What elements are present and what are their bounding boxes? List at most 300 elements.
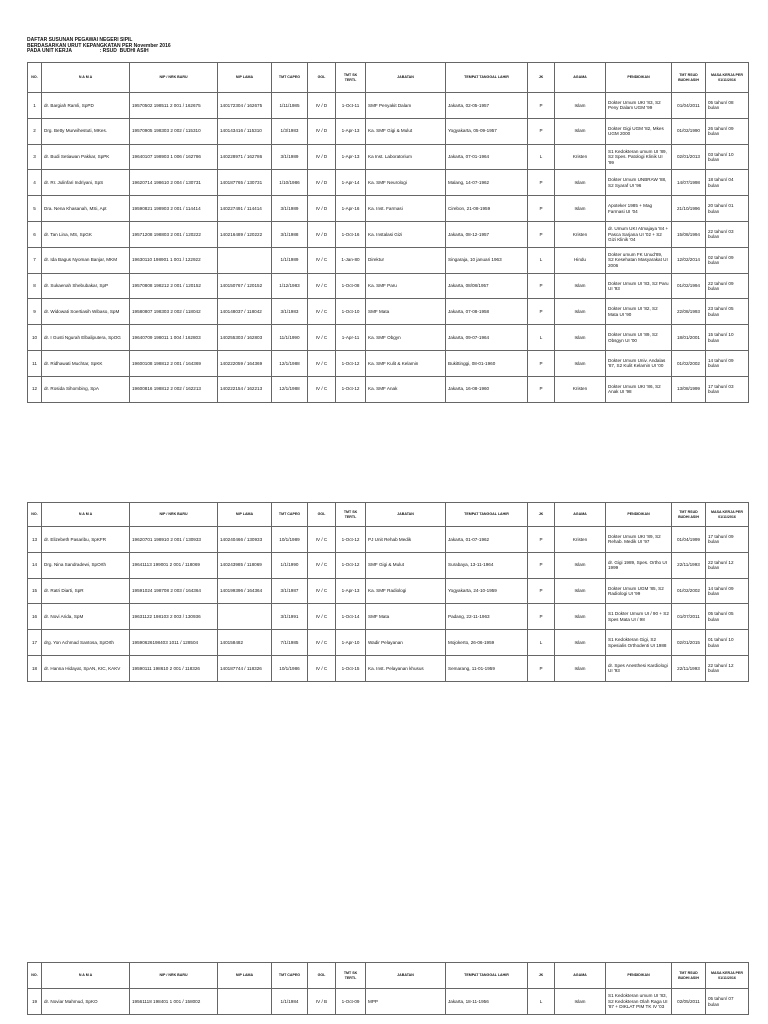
col-tmt-rsud-header: TMT RSUD BUDHI ASIH — [672, 63, 706, 93]
col-tmt-capeg-cell: 1/12/1983 — [272, 273, 308, 299]
table-row — [28, 376, 749, 402]
col-gol-cell: IV / C — [308, 299, 336, 325]
col-nip-baru-cell: 19561118 198401 1 001 / 158002 — [130, 989, 218, 1015]
col-no-cell: 4 — [28, 170, 42, 196]
col-tmt-capeg-header: TMT CAPEG — [272, 963, 308, 989]
col-name-cell: dr. Widowati Soertiasih Wibaso, SpM — [42, 299, 130, 325]
col-jabatan-cell: Ka. SMF Anak — [366, 376, 446, 402]
table-row — [28, 118, 749, 144]
col-ttl-cell: Jakarta, 08-12-1957 — [446, 221, 528, 247]
col-nip-baru-cell: 19570502 198511 2 001 / 162675 — [130, 93, 218, 119]
col-gol-cell: IV / B — [308, 989, 336, 1015]
col-no-cell: 7 — [28, 247, 42, 273]
col-nip-lama-cell: 140199396 / 164364 — [218, 578, 272, 604]
col-gol-header: GOL — [308, 503, 336, 527]
col-tmt-capeg-header: TMT CAPEG — [272, 503, 308, 527]
col-tmt-rsud-cell: 15/08/1994 — [672, 221, 706, 247]
table-header-row — [28, 963, 749, 989]
col-masa-kerja-cell: 02 tahun/ 09 bulan — [706, 247, 749, 273]
col-agama-cell: Islam — [555, 630, 606, 656]
col-jk-cell: P — [528, 170, 555, 196]
col-nip-lama-cell: 140227491 / 114414 — [218, 196, 272, 222]
col-ttl-header: TEMPAT TANGGAL LAHIR — [446, 63, 528, 93]
col-jabatan-cell: SMF Penyakit Dalam — [366, 93, 446, 119]
col-tmt-capeg-cell: 1/3/1983 — [272, 118, 308, 144]
col-tmt-rsud-cell: 02/05/2011 — [672, 989, 706, 1015]
col-tmt-sk-cell: 1-Oct-08 — [336, 273, 366, 299]
col-ttl-cell: Cirebon, 21-08-1959 — [446, 196, 528, 222]
col-name-cell: dr. Ratri Diarti, SpR — [42, 578, 130, 604]
col-gol-cell: IV / C — [308, 527, 336, 553]
document-header — [27, 38, 171, 55]
col-gol-cell: IV / C — [308, 376, 336, 402]
col-pendidikan-cell: dr. Gigi 1989, Spes. Ortho UI 1999 — [606, 552, 672, 578]
table-body — [28, 527, 749, 682]
col-nip-baru-cell: 19600108 198812 2 001 / 164369 — [130, 350, 218, 376]
col-agama-cell: Kristen — [555, 527, 606, 553]
col-tmt-capeg-cell: 3/1/1991 — [272, 604, 308, 630]
col-ttl-cell: Surabaya, 13-11-1964 — [446, 552, 528, 578]
col-tmt-sk-cell: 1-Oct-12 — [336, 376, 366, 402]
col-gol-cell: IV / C — [308, 552, 336, 578]
table-row — [28, 350, 749, 376]
col-masa-kerja-cell: 17 tahun/ 03 bulan — [706, 376, 749, 402]
col-masa-kerja-cell: 05 tahun/ 05 bulan — [706, 604, 749, 630]
col-no-cell: 19 — [28, 989, 42, 1015]
col-masa-kerja-cell: 23 tahun/ 05 bulan — [706, 299, 749, 325]
col-no-cell: 14 — [28, 552, 42, 578]
col-jabatan-cell: SMF Mata — [366, 299, 446, 325]
col-agama-cell: Islam — [555, 196, 606, 222]
col-gol-cell: IV / D — [308, 221, 336, 247]
col-ttl-cell: Bukittinggi, 08-01-1960 — [446, 350, 528, 376]
employee-table-1 — [27, 62, 749, 403]
col-masa-kerja-cell: 03 tahun/ 10 bulan — [706, 144, 749, 170]
col-gol-cell: IV / C — [308, 578, 336, 604]
col-jabatan-cell: SMF Gigi & Mulut — [366, 552, 446, 578]
col-no-cell: 17 — [28, 630, 42, 656]
col-no-cell: 1 — [28, 93, 42, 119]
table-row — [28, 989, 749, 1015]
col-masa-kerja-cell: 22 tahun/ 09 bulan — [706, 273, 749, 299]
col-nip-lama-header: NIP LAMA — [218, 963, 272, 989]
col-no-cell: 10 — [28, 325, 42, 351]
table-row — [28, 93, 749, 119]
col-name-cell: dr. Elizebeth Pasaribu, SpKFR — [42, 527, 130, 553]
col-nip-baru-cell: 19630110 198901 1 001 / 122922 — [130, 247, 218, 273]
col-name-cell: dr. I Gusti Ngurah Elbaliputera, SpOG — [42, 325, 130, 351]
col-jabatan-cell: Ka. SMF Radiologi — [366, 578, 446, 604]
col-pendidikan-cell: S1 Kedokteran umum UI '83, S2 Kedokteran Olah Raga UI '87 + DIKLAT PIM TK IV '03 — [606, 989, 672, 1015]
col-gol-header: GOL — [308, 963, 336, 989]
col-agama-cell: Islam — [555, 325, 606, 351]
col-jabatan-header: JABATAN — [366, 63, 446, 93]
col-agama-cell: Islam — [555, 604, 606, 630]
col-masa-kerja-cell: 22 tahun/ 03 bulan — [706, 221, 749, 247]
col-tmt-sk-cell: 1-Oct-10 — [336, 299, 366, 325]
table-row — [28, 196, 749, 222]
col-tmt-capeg-cell: 12/1/1988 — [272, 350, 308, 376]
col-tmt-sk-cell: 1-Oct-09 — [336, 989, 366, 1015]
col-no-cell: 15 — [28, 578, 42, 604]
col-tmt-sk-header: TMT SK TERTL — [336, 963, 366, 989]
col-jk-cell: P — [528, 196, 555, 222]
col-nip-baru-cell: 19640709 198011 1 004 / 162803 — [130, 325, 218, 351]
col-tmt-capeg-cell: 1/1/1990 — [272, 552, 308, 578]
col-masa-kerja-header: MASA KERJA PER 01/11/2016 — [706, 63, 749, 93]
col-tmt-capeg-cell: 3/1/1983 — [272, 299, 308, 325]
col-agama-cell: Islam — [555, 989, 606, 1015]
col-nip-baru-cell: 19641113 199001 2 001 / 118069 — [130, 552, 218, 578]
col-agama-cell: Islam — [555, 93, 606, 119]
col-tmt-capeg-cell: 3/1/1987 — [272, 578, 308, 604]
table-row — [28, 527, 749, 553]
col-ttl-cell: Jakarta, 09-07-1964 — [446, 325, 528, 351]
col-nip-baru-header: NIP / NRK BARU — [130, 63, 218, 93]
col-pendidikan-cell: Apoteker 1985 + Mag Farmasi UI '04 — [606, 196, 672, 222]
col-jabatan-cell: Wadir Pelayanan — [366, 630, 446, 656]
col-jk-cell: P — [528, 655, 555, 681]
col-jabatan-cell: Ka. SMF Paru — [366, 273, 446, 299]
col-tmt-sk-cell: 1-Apr-14 — [336, 170, 366, 196]
col-gol-cell: IV / C — [308, 350, 336, 376]
col-nip-lama-cell: 140222059 / 164369 — [218, 350, 272, 376]
table-header-row — [28, 503, 749, 527]
col-nip-lama-cell: 140158482 — [218, 630, 272, 656]
col-nip-lama-cell: 140243985 / 118069 — [218, 552, 272, 578]
col-masa-kerja-cell: 05 tahun/ 07 bulan — [706, 989, 749, 1015]
col-tmt-capeg-cell: 1/10/1986 — [272, 170, 308, 196]
col-tmt-capeg-cell: 3/1/1989 — [272, 144, 308, 170]
col-no-cell: 3 — [28, 144, 42, 170]
col-masa-kerja-header: MASA KERJA PER 01/11/2016 — [706, 963, 749, 989]
col-nip-baru-cell: 19570905 198303 2 002 / 115310 — [130, 118, 218, 144]
col-nip-baru-cell: 19590821 198903 2 001 / 114414 — [130, 196, 218, 222]
col-tmt-capeg-cell: 3/1/1988 — [272, 221, 308, 247]
col-jabatan-header: JABATAN — [366, 503, 446, 527]
col-gol-cell: IV / C — [308, 247, 336, 273]
col-name-cell: dr. Tan Lina, MS, SpGK — [42, 221, 130, 247]
col-jk-cell: P — [528, 221, 555, 247]
col-nip-lama-header: NIP LAMA — [218, 503, 272, 527]
col-agama-cell: Islam — [555, 170, 606, 196]
col-jabatan-cell: Ka. Inst. Farmasi — [366, 196, 446, 222]
col-nip-baru-cell: 19590111 198610 2 001 / 118326 — [130, 655, 218, 681]
col-name-header: N A M A — [42, 503, 130, 527]
col-masa-kerja-cell: 05 tahun/ 08 bulan — [706, 93, 749, 119]
col-tmt-capeg-cell: 12/1/1988 — [272, 376, 308, 402]
col-tmt-capeg-cell: 7/1/1985 — [272, 630, 308, 656]
col-tmt-rsud-cell: 01/02/1994 — [672, 273, 706, 299]
col-pendidikan-cell: Dokter Umum UI '83, S2 Paru UI '93 — [606, 273, 672, 299]
col-tmt-rsud-cell: 01/07/2011 — [672, 604, 706, 630]
col-name-cell: dr. Rosida Sihombing, SpA — [42, 376, 130, 402]
table-row — [28, 325, 749, 351]
col-agama-cell: Hindu — [555, 247, 606, 273]
col-masa-kerja-cell: 01 tahun/ 10 bulan — [706, 630, 749, 656]
col-nip-lama-cell: 140222154 / 162213 — [218, 376, 272, 402]
col-ttl-cell: Singaraja, 10 januari 1963 — [446, 247, 528, 273]
col-gol-header: GOL — [308, 63, 336, 93]
col-ttl-cell: Mojokerto, 26-06-1959 — [446, 630, 528, 656]
col-tmt-rsud-cell: 01/02/2002 — [672, 350, 706, 376]
col-name-header: N A M A — [42, 63, 130, 93]
col-gol-cell: IV / C — [308, 325, 336, 351]
col-masa-kerja-cell: 15 tahun/ 10 bulan — [706, 325, 749, 351]
employee-table-2 — [27, 502, 749, 682]
col-jabatan-header: JABATAN — [366, 963, 446, 989]
col-jabatan-cell: Ka. Instalasi Gizi — [366, 221, 446, 247]
col-tmt-rsud-cell: 13/08/1999 — [672, 376, 706, 402]
col-nip-baru-cell: 19640107 198903 1 006 / 162786 — [130, 144, 218, 170]
col-nip-lama-cell: 140255303 / 162803 — [218, 325, 272, 351]
col-masa-kerja-cell: 18 tahun/ 04 bulan — [706, 170, 749, 196]
table-row — [28, 552, 749, 578]
col-jabatan-cell: MPP — [366, 989, 446, 1015]
col-jk-cell: P — [528, 350, 555, 376]
table-row — [28, 630, 749, 656]
col-pendidikan-cell: dr. Umum UKI Atmajaya '84 + Pasca Sarjana UI '02 + S2 Gizi Klinik '04 — [606, 221, 672, 247]
table-row — [28, 221, 749, 247]
col-nip-lama-cell: 140216489 / 120222 — [218, 221, 272, 247]
col-jabatan-cell: Ka. SMF Neurologi — [366, 170, 446, 196]
col-agama-cell: Islam — [555, 350, 606, 376]
col-gol-cell: IV / D — [308, 118, 336, 144]
col-no-header: NO. — [28, 503, 42, 527]
col-pendidikan-cell: Dokter Umum UGM '85, S2 Radiologi UI '99 — [606, 578, 672, 604]
col-ttl-cell: Jakarta, 07-08-1958 — [446, 299, 528, 325]
col-nip-baru-cell: 19591024 198708 2 003 / 164364 — [130, 578, 218, 604]
col-pendidikan-cell: S1 Kedokteran umum UI '89, S2 Spes. Patologi Klinik UI '99 — [606, 144, 672, 170]
col-tmt-rsud-cell: 18/01/2001 — [672, 325, 706, 351]
col-nip-baru-cell: 19580807 198303 2 002 / 118042 — [130, 299, 218, 325]
table-row — [28, 299, 749, 325]
col-masa-kerja-cell: 26 tahun/ 09 bulan — [706, 118, 749, 144]
header-title: DAFTAR SUSUNAN PEGAWAI NEGERI SIPIL — [27, 37, 133, 43]
col-tmt-sk-cell: 1-Apr-13 — [336, 144, 366, 170]
col-jabatan-cell: Ka. Inst. Pelayanan khusus — [366, 655, 446, 681]
col-tmt-sk-cell: 1-Apr-13 — [336, 578, 366, 604]
col-name-cell: Drg. Nina Sandradewi, SpOrth — [42, 552, 130, 578]
col-tmt-rsud-cell: 21/10/1996 — [672, 196, 706, 222]
col-tmt-rsud-cell: 22/08/1993 — [672, 299, 706, 325]
col-tmt-capeg-header: TMT CAPEG — [272, 63, 308, 93]
col-tmt-rsud-cell: 01/02/1990 — [672, 118, 706, 144]
col-tmt-rsud-cell: 12/02/2014 — [672, 247, 706, 273]
col-tmt-rsud-cell: 01/02/2002 — [672, 578, 706, 604]
col-tmt-sk-header: TMT SK TERTL — [336, 63, 366, 93]
col-jabatan-cell: Ka Inst. Laboratorium — [366, 144, 446, 170]
col-nip-lama-cell — [218, 604, 272, 630]
col-agama-cell: Islam — [555, 552, 606, 578]
col-ttl-cell: Malang, 14-07-1962 — [446, 170, 528, 196]
employee-table-3 — [27, 962, 749, 1015]
col-jk-header: JK — [528, 63, 555, 93]
col-tmt-sk-cell: 1-Apr-11 — [336, 325, 366, 351]
col-masa-kerja-cell: 17 tahun/ 09 bulan — [706, 527, 749, 553]
col-tmt-sk-cell: 1-Oct-12 — [336, 350, 366, 376]
col-nip-lama-cell: 140143416 / 115310 — [218, 118, 272, 144]
col-name-cell: dr. Budi Setiawan Pakkar, SpPK — [42, 144, 130, 170]
col-ttl-header: TEMPAT TANGGAL LAHIR — [446, 963, 528, 989]
col-no-cell: 16 — [28, 604, 42, 630]
col-nip-lama-cell: 140148037 / 118042 — [218, 299, 272, 325]
col-ttl-cell: Jakarta, 18-11-1956 — [446, 989, 528, 1015]
col-nip-lama-cell: 140172304 / 162675 — [218, 93, 272, 119]
col-agama-cell: Kristen — [555, 144, 606, 170]
col-nip-lama-cell — [218, 989, 272, 1015]
col-tmt-sk-cell: 1-Oct-15 — [336, 655, 366, 681]
col-jk-cell: L — [528, 247, 555, 273]
col-tmt-rsud-cell: 22/11/1993 — [672, 552, 706, 578]
col-name-cell: dr. Sukaenah Shebubakar, SpP — [42, 273, 130, 299]
col-gol-cell: IV / C — [308, 604, 336, 630]
col-pendidikan-cell: Dokter Umum Univ. Andalas '87, S2 Kulit Kelamin UI '00 — [606, 350, 672, 376]
col-masa-kerja-cell: 22 tahun/ 12 bulan — [706, 552, 749, 578]
col-nip-baru-cell: 19571208 198803 2 001 / 120222 — [130, 221, 218, 247]
col-tmt-capeg-cell: 3/1/1989 — [272, 196, 308, 222]
table-row — [28, 604, 749, 630]
col-agama-cell: Kristen — [555, 376, 606, 402]
col-pendidikan-cell: Dokter Gigi UGM '82, Mkes UGM 2000 — [606, 118, 672, 144]
col-masa-kerja-cell: 14 tahun/ 09 bulan — [706, 350, 749, 376]
col-name-cell: dr. Ida Bagus Nyoman Banjar, MKM — [42, 247, 130, 273]
col-gol-cell: IV / C — [308, 655, 336, 681]
col-nip-baru-header: NIP / NRK BARU — [130, 963, 218, 989]
col-ttl-cell: Jakarta, 16-08-1960 — [446, 376, 528, 402]
col-jabatan-cell: SMF Mata — [366, 604, 446, 630]
col-tmt-rsud-cell: 14/07/1998 — [672, 170, 706, 196]
col-tmt-capeg-cell: 1/1/1989 — [272, 247, 308, 273]
col-tmt-capeg-cell: 11/1/1990 — [272, 325, 308, 351]
col-no-cell: 18 — [28, 655, 42, 681]
table-row — [28, 578, 749, 604]
col-pendidikan-cell: S1 Kedokteran Gigi, S2 Spesialis Orthodenti UI 1988 — [606, 630, 672, 656]
col-tmt-sk-cell: 1-Apr-16 — [336, 196, 366, 222]
col-tmt-sk-cell: 1-Jan-80 — [336, 247, 366, 273]
col-no-cell: 5 — [28, 196, 42, 222]
col-pendidikan-header: PENDIDIKAN — [606, 63, 672, 93]
col-gol-cell: IV / D — [308, 93, 336, 119]
col-pendidikan-cell: Dokter Umum UI '89, S2 Obsgyn UI '00 — [606, 325, 672, 351]
col-agama-header: AGAMA — [555, 963, 606, 989]
col-nip-baru-cell: 19570808 198212 2 001 / 120152 — [130, 273, 218, 299]
col-name-cell: Drg. Betty Murwihestuti, MKes. — [42, 118, 130, 144]
col-jk-cell: P — [528, 299, 555, 325]
col-masa-kerja-header: MASA KERJA PER 01/11/2016 — [706, 503, 749, 527]
col-nip-baru-header: NIP / NRK BARU — [130, 503, 218, 527]
col-no-cell: 8 — [28, 273, 42, 299]
col-jabatan-cell: Direktur — [366, 247, 446, 273]
col-pendidikan-cell: Dokter umum FK Unud'89, S2 Kesehatan Masyarakat UI 2006 — [606, 247, 672, 273]
col-gol-cell: IV / C — [308, 630, 336, 656]
col-jk-cell: P — [528, 93, 555, 119]
col-pendidikan-cell: Dokter Umum UI '82, S2 Mata UI '90 — [606, 299, 672, 325]
col-jk-cell: P — [528, 376, 555, 402]
col-jk-cell: P — [528, 578, 555, 604]
col-gol-cell: IV / C — [308, 273, 336, 299]
col-tmt-capeg-cell: 1/1/1984 — [272, 989, 308, 1015]
col-name-cell: Dra. Nena Khasanah, MSi, Apt — [42, 196, 130, 222]
col-jk-cell: P — [528, 552, 555, 578]
col-pendidikan-cell: dr. Spes Anesthesi Kardiologi UI '93 — [606, 655, 672, 681]
col-tmt-capeg-cell: 10/1/1986 — [272, 655, 308, 681]
col-nip-baru-cell: 19590626198403 1011 / 128504 — [130, 630, 218, 656]
col-no-cell: 9 — [28, 299, 42, 325]
col-name-header: N A M A — [42, 963, 130, 989]
col-pendidikan-header: PENDIDIKAN — [606, 503, 672, 527]
col-masa-kerja-cell: 22 tahun/ 12 bulan — [706, 655, 749, 681]
table-row — [28, 170, 749, 196]
col-tmt-rsud-header: TMT RSUD BUDHI ASIH — [672, 963, 706, 989]
col-jk-header: JK — [528, 503, 555, 527]
col-nip-lama-cell: 140187744 / 118326 — [218, 655, 272, 681]
col-name-cell: dr. Bargiah Ramli, SpPD — [42, 93, 130, 119]
col-nip-lama-cell: 140150767 / 120152 — [218, 273, 272, 299]
col-nip-baru-cell: 19631122 198103 2 003 / 130936 — [130, 604, 218, 630]
col-pendidikan-cell: S1 Dokter Umum UI / 90 + S2 Spes Mata UI / 98 — [606, 604, 672, 630]
table-row — [28, 655, 749, 681]
col-jk-cell: L — [528, 325, 555, 351]
col-tmt-rsud-cell: 01/04/2011 — [672, 93, 706, 119]
col-ttl-cell: Semarang, 11-01-1959 — [446, 655, 528, 681]
col-no-cell: 12 — [28, 376, 42, 402]
col-ttl-cell: Yogyakarta, 05-09-1957 — [446, 118, 528, 144]
col-jk-cell: L — [528, 989, 555, 1015]
col-nip-lama-cell: 140240466 / 130933 — [218, 527, 272, 553]
col-jk-cell: P — [528, 273, 555, 299]
col-agama-cell: Islam — [555, 655, 606, 681]
col-pendidikan-cell: Dokter Umum UKI '89, S2 Rehab. Medik UI '97 — [606, 527, 672, 553]
table-body — [28, 93, 749, 403]
col-ttl-cell: Jakarta, 01-07-1962 — [446, 527, 528, 553]
col-name-cell: dr. Ridhawati Muchtar, SpKK — [42, 350, 130, 376]
col-tmt-capeg-cell: 10/1/1989 — [272, 527, 308, 553]
col-jk-cell: L — [528, 144, 555, 170]
header-unit: PADA UNIT KERJA : RSUD BUDHI ASIH — [27, 48, 149, 55]
col-name-cell: dr. Novi Arida, SpM — [42, 604, 130, 630]
col-pendidikan-cell: Dokter Umum UKI '83, S2 Peny Dalam UGM '99 — [606, 93, 672, 119]
col-ttl-cell: Jakarta, 02-05-1957 — [446, 93, 528, 119]
col-tmt-sk-cell: 1-Oct-11 — [336, 93, 366, 119]
col-nip-lama-cell — [218, 247, 272, 273]
col-pendidikan-cell: Dokter Umum UKI '86, S2 Anak UI '98 — [606, 376, 672, 402]
col-tmt-rsud-cell: 01/04/1999 — [672, 527, 706, 553]
col-no-cell: 11 — [28, 350, 42, 376]
col-no-cell: 6 — [28, 221, 42, 247]
col-pendidikan-cell: Dokter Umum UNBRAW '88, S2 Syaraf UI '96 — [606, 170, 672, 196]
col-name-cell: drg. Yon Achmad Santosa, SpOrth — [42, 630, 130, 656]
col-masa-kerja-cell: 14 tahun/ 09 bulan — [706, 578, 749, 604]
col-name-cell: dr. Hanna Hidayat, SpAN, KIC, KAKV — [42, 655, 130, 681]
col-gol-cell: IV / D — [308, 196, 336, 222]
col-ttl-cell: Padang, 22-11-1963 — [446, 604, 528, 630]
col-agama-cell: Islam — [555, 273, 606, 299]
table-row — [28, 247, 749, 273]
col-tmt-rsud-cell: 02/01/2013 — [672, 144, 706, 170]
col-ttl-cell: Jakarta, 07-01-1964 — [446, 144, 528, 170]
col-jk-cell: L — [528, 630, 555, 656]
table-row — [28, 144, 749, 170]
col-tmt-sk-header: TMT SK TERTL — [336, 503, 366, 527]
col-nip-baru-cell: 19620714 198610 2 004 / 130731 — [130, 170, 218, 196]
col-jabatan-cell: Ka. SMF Kulit & Kelamin — [366, 350, 446, 376]
col-pendidikan-header: PENDIDIKAN — [606, 963, 672, 989]
col-jabatan-cell: PJ Unit Rehab Medik — [366, 527, 446, 553]
col-tmt-rsud-cell: 02/01/2015 — [672, 630, 706, 656]
col-agama-header: AGAMA — [555, 503, 606, 527]
col-agama-cell: Kristen — [555, 221, 606, 247]
